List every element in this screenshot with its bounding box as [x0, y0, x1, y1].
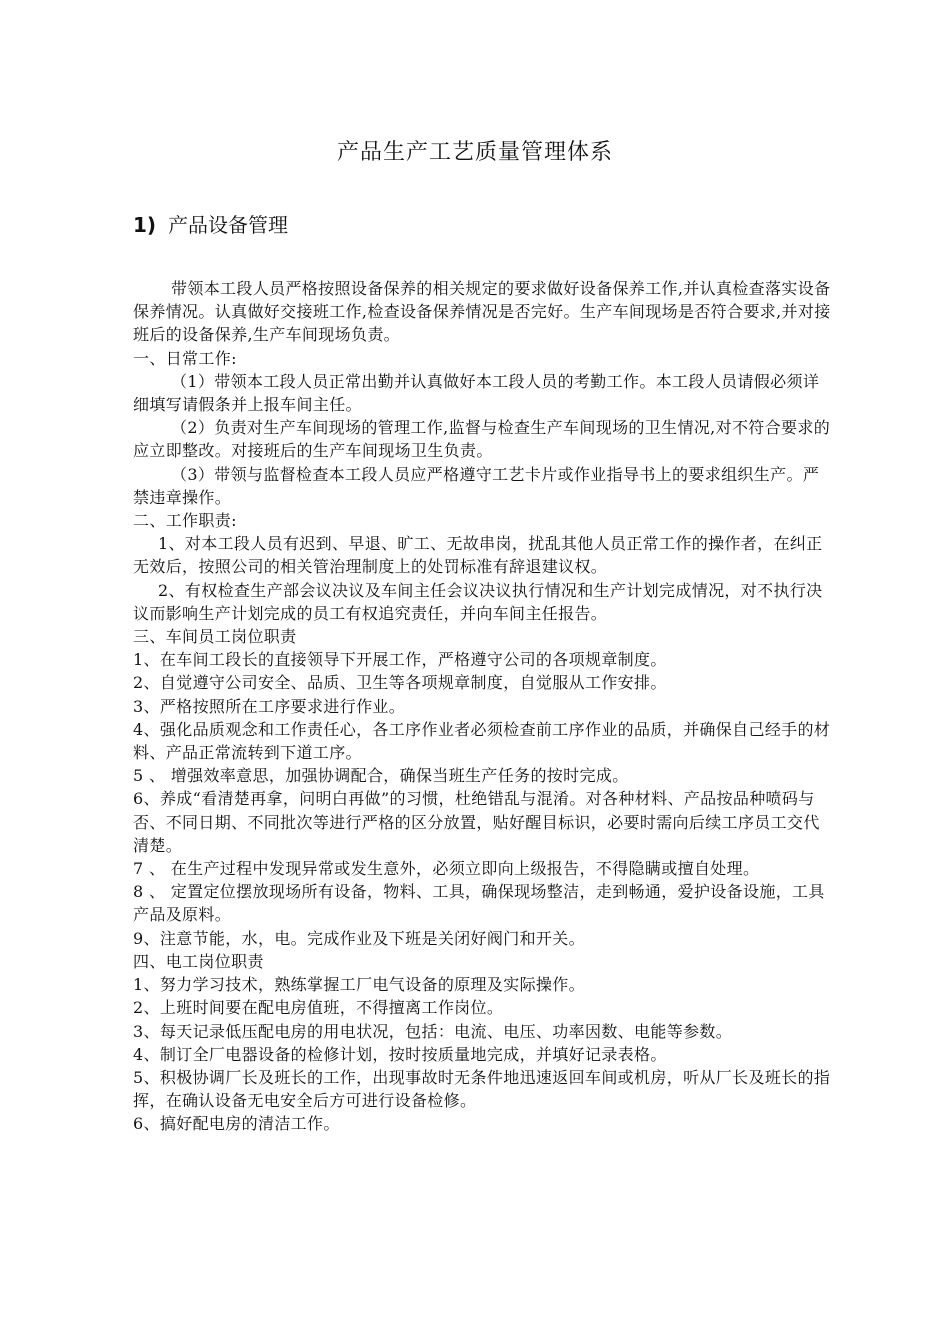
staff-duty-item-5: 5 、 增强效率意思，加强协调配合，确保当班生产任务的按时完成。	[133, 766, 629, 786]
heading-job-duties: 二、工作职责:	[133, 511, 237, 531]
staff-duty-item-4: 4、强化品质观念和工作责任心，各工序作业者必须检查前工序作业的品质，并确保自己经手的材料、产品正常流转到下道工序。	[133, 719, 831, 763]
electrician-duty-item-6: 6、搞好配电房的清洁工作。	[133, 1114, 340, 1134]
staff-duty-item-7: 7 、 在生产过程中发现异常或发生意外，必须立即向上级报告，不得隐瞒或擅自处理。	[133, 859, 760, 879]
job-duty-item-2: 2、有权检查生产部会议决议及车间主任会议决议执行情况和生产计划完成情况，对不执行决议而影响生产计划完成的员工有权追究责任，并向车间主任报告。	[133, 580, 823, 623]
electrician-duty-item-3: 3、每天记录低压配电房的用电状况，包括：电流、电压、功率因数、电能等参数。	[133, 1021, 733, 1041]
heading-daily-work: 一、日常工作:	[133, 348, 237, 368]
staff-duty-item-3: 3、严格按照所在工序要求进行作业。	[133, 696, 406, 716]
document-title: 产品生产工艺质量管理体系	[336, 140, 613, 165]
electrician-duty-item-1: 1、努力学习技术，熟练掌握工厂电气设备的原理及实际操作。	[133, 975, 585, 995]
daily-work-item-1: （1）带领本工段人员正常出勤并认真做好本工段人员的考勤工作。本工段人员请假必须详细填写请假条并上报车间主任。	[133, 371, 820, 415]
staff-duty-item-8: 8 、 定置定位摆放现场所有设备，物料、工具，确保现场整洁，走到畅通，爱护设备设施，工具产品及原料。	[133, 882, 825, 925]
staff-duty-item-6: 6、养成“看清楚再拿，问明白再做”的习惯，杜绝错乱与混淆。对各种材料、产品按品种喷码与否、不同日期、不同批次等进行严格的区分放置，贴好醒目标识，必要时需向后续工序员工交代清楚。	[133, 789, 820, 855]
electrician-duty-item-5: 5、积极协调厂长及班长的工作，出现事故时无条件地迅速返回车间或机房，听从厂长及班长的指挥，在确认设备无电安全后方可进行设备检修。	[133, 1067, 831, 1111]
heading-electrician-duties: 四、电工岗位职责	[133, 951, 264, 971]
staff-duty-item-9: 9、注意节能，水，电。完成作业及下班是关闭好阀门和开关。	[133, 928, 585, 948]
staff-duty-item-1: 1、在车间工段长的直接领导下开展工作，严格遵守公司的各项规章制度。	[133, 650, 667, 670]
intro-paragraph: 带领本工段人员严格按照设备保养的相关规定的要求做好设备保养工作,并认真检查落实设备保养情况。认真做好交接班工作,检查设备保养情况是否完好。生产车间现场是否符合要求,并对接班后的设备保养,生产车间现场负责。	[133, 279, 831, 345]
electrician-duty-item-4: 4、制订全厂电器设备的检修计划，按时按质量地完成，并填好记录表格。	[133, 1044, 667, 1064]
section-number: 1)	[133, 213, 157, 237]
section-heading	[133, 210, 288, 240]
section-title: 产品设备管理	[168, 213, 289, 237]
electrician-duty-item-2: 2、上班时间要在配电房值班，不得擅离工作岗位。	[133, 998, 504, 1018]
daily-work-item-3: （3）带领与监督检查本工段人员应严格遵守工艺卡片或作业指导书上的要求组织生产。严禁违章操作。	[133, 464, 820, 507]
job-duty-item-1: 1、对本工段人员有迟到、早退、旷工、无故串岗，扰乱其他人员正常工作的操作者，在纠正无效后，按照公司的相关管治理制度上的处罚标准有辞退建议权。	[133, 534, 823, 577]
document-body	[133, 277, 833, 1136]
daily-work-item-2: （2）负责对生产车间现场的管理工作,监督与检查生产车间现场的卫生情况,对不符合要求的应立即整改。对接班后的生产车间现场卫生负责。	[133, 418, 831, 461]
staff-duty-item-2: 2、自觉遵守公司安全、品质、卫生等各项规章制度，自觉服从工作安排。	[133, 673, 667, 693]
heading-staff-duties: 三、车间员工岗位职责	[133, 627, 297, 647]
